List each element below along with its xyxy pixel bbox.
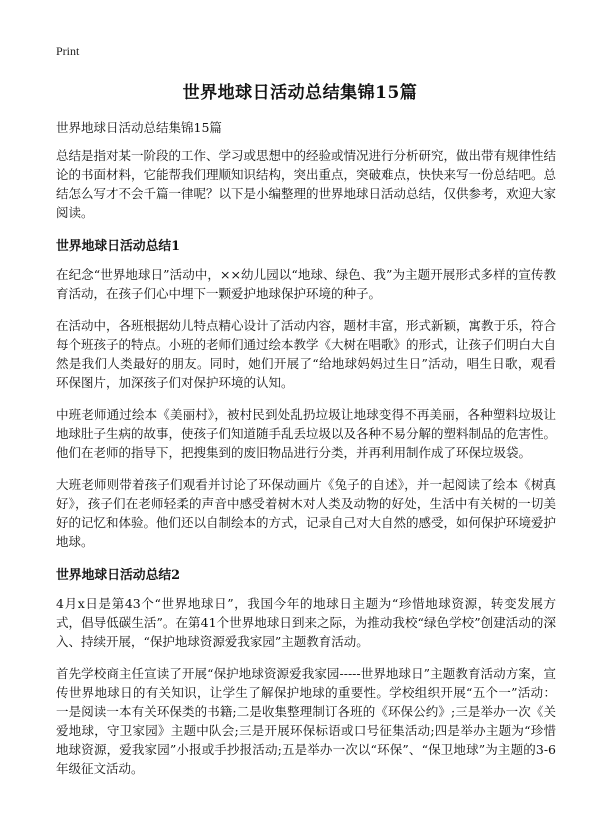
intro-paragraph: 总结是指对某一阶段的工作、学习或思想中的经验或情况进行分析研究，做出带有规律性结论的书面材料，它能帮我们理顺知识结构，突出重点，突破难点，快快来写一份总结吧。总结怎么写才不会千篇一律呢？以下是小编整理的世界地球日活动总结，仅供参考，欢迎大家阅读。 (56, 148, 557, 220)
section-heading-1: 世界地球日活动总结1 (56, 239, 181, 254)
page-title: 世界地球日活动总结集锦15篇 (182, 83, 418, 103)
section2-paragraph-1: 4月x日是第43个“世界地球日”，我国今年的地球日主题为“珍惜地球资源，转变发展方式，倡导低碳生活”。在第41个世界地球日到来之际，为推动我校“绿色学校”创建活动的深入、持续开展，“保护地球资源爱我家园”主题教育活动。 (56, 596, 556, 649)
article-body (56, 146, 556, 791)
section1-paragraph-3: 中班老师通过绘本《美丽村》，被村民到处乱扔垃圾让地球变得不再美丽，各种塑料垃圾让地球肚子生病的故事，使孩子们知道随手乱丢垃圾以及各种不易分解的塑料制品的危害性。他们在老师的指导下，把搜集到的废旧物品进行分类，并再利用制作成了环保垃圾袋。 (56, 407, 557, 460)
section1-paragraph-1: 在纪念“世界地球日”活动中，××幼儿园以“地球、绿色、我”为主题开展形式多样的宣传教育活动，在孩子们心中埋下一颗爱护地球保护环境的种子。 (56, 267, 556, 301)
section1-paragraph-4: 大班老师则带着孩子们观看并讨论了环保动画片《兔子的自述》，并一起阅读了绘本《树真好》，孩子们在老师轻柔的声音中感受着树木对人类及动物的好处，生活中有关树的一切美好的记忆和体验。他们还以自制绘本的方式，记录自己对大自然的感受，如何保护环境爱护地球。 (56, 477, 557, 549)
page-subtitle: 世界地球日活动总结集锦15篇 (56, 120, 222, 135)
section1-paragraph-2: 在活动中，各班根据幼儿特点精心设计了活动内容，题材丰富，形式新颖，寓教于乐，符合每个班孩子的特点。小班的老师们通过绘本教学《大树在唱歌》的形式，让孩子们明白大自然是我们人类最好的朋友。同时，她们开展了“给地球妈妈过生日”活动，唱生日歌，观看环保图片，加深孩子们对保护环境的认知。 (56, 318, 557, 390)
section-heading-2: 世界地球日活动总结2 (56, 568, 181, 583)
section2-paragraph-2: 首先学校商主任宣读了开展“保护地球资源爱我家园-----世界地球日”主题教育活动方案，宣传世界地球日的有关知识，让学生了解保护地球的重要性。学校组织开展“五个一”活动：一是阅读一本有关环保类的书籍;二是收集整理制订各班的《环保公约》;三是举办一次《关爱地球，守卫家园》主题中队会;三是开展环保标语或口号征集活动;四是举办主题为“珍惜地球资源，爱我家园”小报或手抄报活动;五是举办一次以“环保”、“保卫地球”为主题的3-6年级征文活动。 (56, 666, 556, 776)
print-link[interactable]: Print (56, 44, 80, 58)
